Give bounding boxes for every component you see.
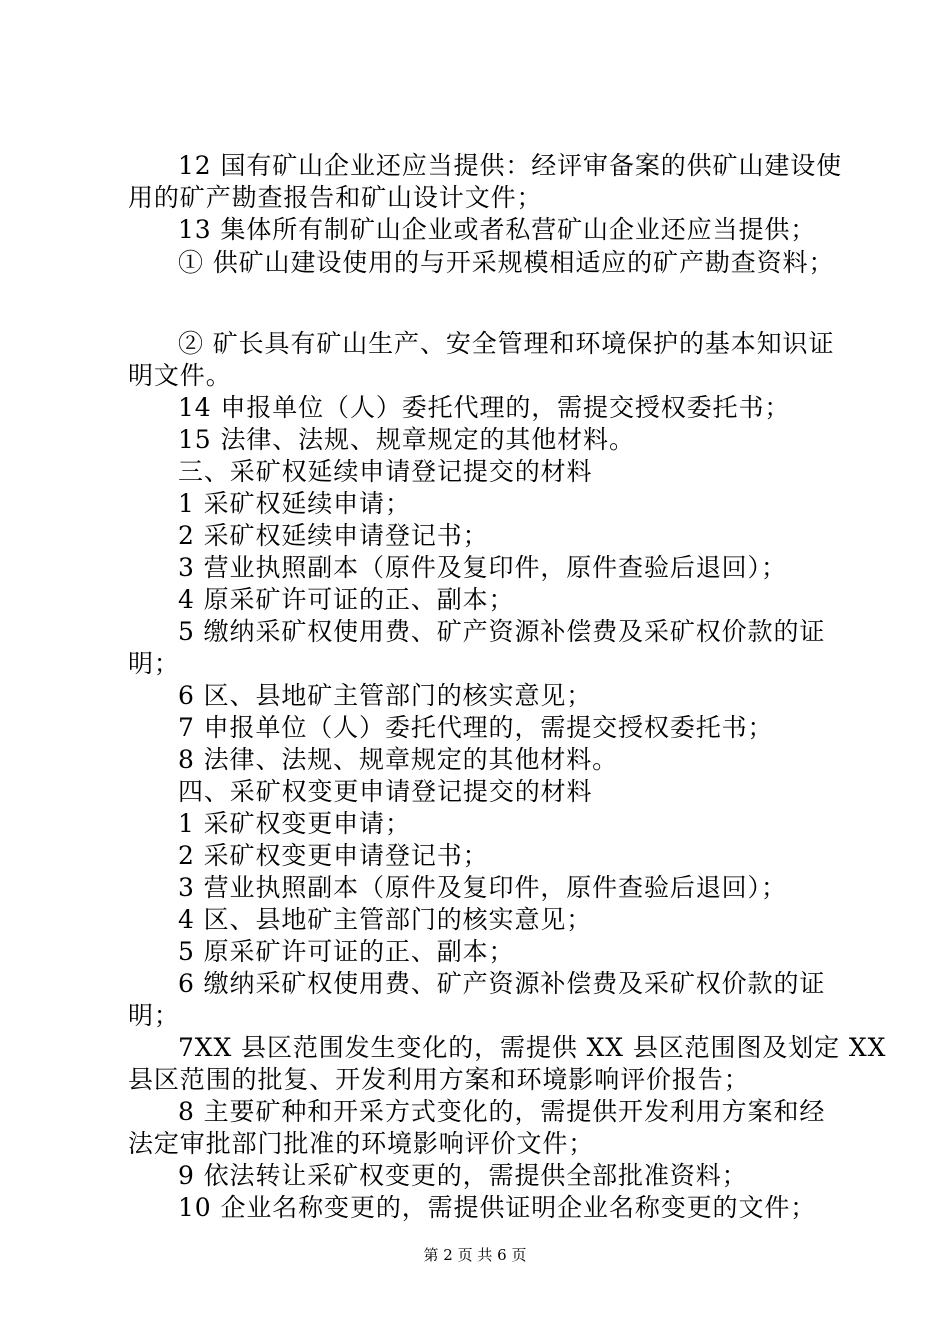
text-line: 县区范围的批复、开发利用方案和环境影响评价报告； [128,1065,750,1094]
section-heading: 四、采矿权变更申请登记提交的材料 [178,777,593,806]
text-line: 4 原采矿许可证的正、副本； [178,585,515,614]
text-line: 3 营业执照副本（原件及复印件，原件查验后退回）； [178,553,787,582]
text-line: 用的矿产勘查报告和矿山设计文件； [128,183,543,212]
page-number-footer: 第 2 页 共 6 页 [423,1246,527,1264]
text-line: 8 法律、法规、规章规定的其他材料。 [178,745,619,774]
text-line: 法定审批部门批准的环境影响评价文件； [128,1129,595,1158]
text-line: 6 区、县地矿主管部门的核实意见； [178,681,593,710]
text-line: 2 采矿权延续申请登记书； [178,521,489,550]
text-line: 9 依法转让采矿权变更的，需提供全部批准资料； [178,1161,748,1190]
text-line: 1 采矿权变更申请； [178,809,411,838]
text-line: 7 申报单位（人）委托代理的，需提交授权委托书； [178,713,774,742]
text-line: ② 矿长具有矿山生产、安全管理和环境保护的基本知识证 [178,329,835,358]
text-line: 10 企业名称变更的，需提供证明企业名称变更的文件； [178,1193,817,1222]
text-line: 13 集体所有制矿山企业或者私营矿山企业还应当提供； [178,215,817,244]
text-line: 14 申报单位（人）委托代理的，需提交授权委托书； [178,393,791,422]
text-line: 8 主要矿种和开采方式变化的，需提供开发利用方案和经 [178,1097,826,1126]
text-line: 12 国有矿山企业还应当提供：经评审备案的供矿山建设使 [178,151,843,180]
text-line: 5 缴纳采矿权使用费、矿产资源补偿费及采矿权价款的证 [178,617,826,646]
text-line: ① 供矿山建设使用的与开采规模相适应的矿产勘查资料； [178,248,835,277]
text-line: 2 采矿权变更申请登记书； [178,841,489,870]
text-line: 明； [128,649,180,678]
text-line: 6 缴纳采矿权使用费、矿产资源补偿费及采矿权价款的证 [178,969,826,998]
text-line: 15 法律、法规、规章规定的其他材料。 [178,425,635,454]
text-line: 1 采矿权延续申请； [178,489,411,518]
text-line: 5 原采矿许可证的正、副本； [178,937,515,966]
section-heading: 三、采矿权延续申请登记提交的材料 [178,457,593,486]
text-line: 明； [128,1001,180,1030]
text-line: 4 区、县地矿主管部门的核实意见； [178,905,593,934]
text-line: 3 营业执照副本（原件及复印件，原件查验后退回）； [178,873,787,902]
text-line: 7XX 县区范围发生变化的，需提供 XX 县区范围图及划定 XX [178,1033,887,1062]
text-line: 明文件。 [128,361,232,390]
